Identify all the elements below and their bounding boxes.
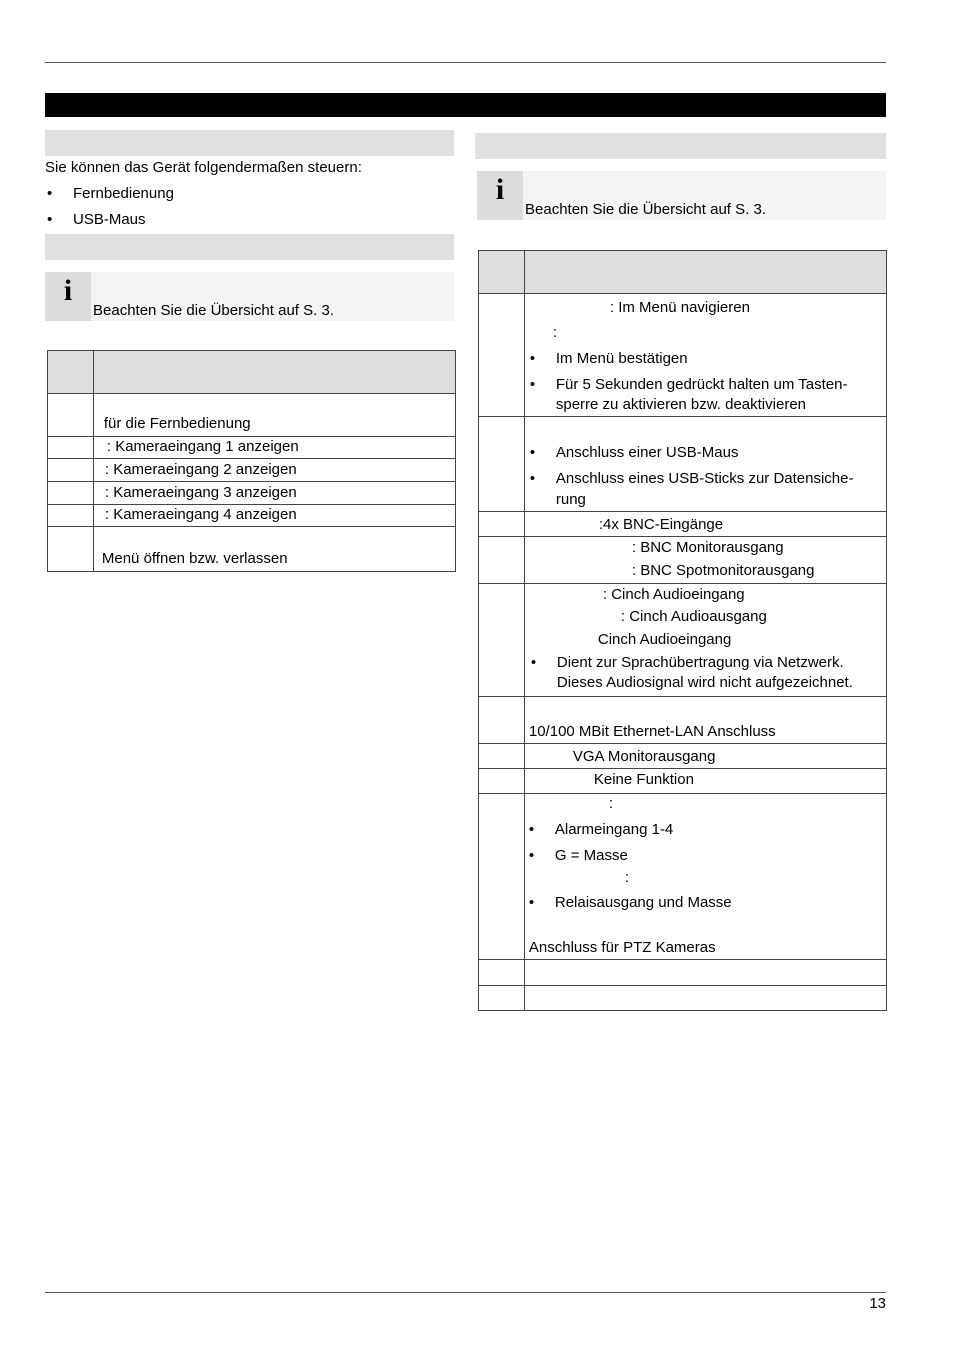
table-row	[48, 482, 456, 505]
table-cell-bullet: • Anschluss einer USB-Maus	[556, 444, 739, 462]
table-cell-text: Keine Funktion	[593, 771, 694, 788]
table-cell-text: Anschluss für PTZ Kameras	[528, 939, 716, 956]
table-cell-text: Menü öffnen bzw. verlassen	[101, 550, 288, 567]
table-row	[48, 437, 456, 459]
table-row	[48, 505, 456, 527]
table-header-cell	[93, 351, 455, 394]
info-note-text: Beachten Sie die Übersicht auf S. 3.	[93, 302, 334, 319]
table-row	[479, 537, 887, 584]
info-icon: i	[45, 272, 91, 321]
table-header-cell	[479, 251, 525, 294]
top-rule	[45, 62, 886, 63]
table-row	[479, 986, 887, 1011]
table-header-cell	[524, 251, 886, 294]
bottom-rule	[45, 1292, 886, 1293]
table-cell-text: : Kameraeingang 2 anzeigen	[104, 461, 297, 478]
table-cell-text: : Kameraeingang 1 anzeigen	[106, 438, 299, 455]
table-cell-bullet: • Im Menü bestätigen	[556, 350, 688, 368]
table-cell-text: für die Fernbedienung	[103, 415, 251, 432]
table-row	[479, 417, 887, 512]
table-row	[479, 294, 887, 417]
table-header-cell	[48, 351, 94, 394]
table-cell-text: :	[608, 795, 614, 812]
table-cell-bullet: • Relaisausgang und Masse	[555, 894, 732, 912]
table-cell-text: : BNC Monitorausgang	[631, 539, 784, 556]
table-cell-text: : Cinch Audioausgang	[620, 608, 767, 625]
info-note-text: Beachten Sie die Übersicht auf S. 3.	[525, 201, 766, 218]
table-cell-text: : Cinch Audioeingang	[602, 586, 745, 603]
table-row	[48, 394, 456, 437]
right-heading-bar	[475, 133, 886, 159]
table-cell-bullet: • Alarmeingang 1-4	[555, 821, 673, 839]
table-cell-text: : BNC Spotmonitorausgang	[631, 562, 815, 579]
table-cell-bullet: • G = Masse	[555, 847, 628, 865]
table-cell-text: :	[552, 324, 558, 341]
info-icon: i	[477, 171, 523, 220]
table-cell-text: 10/100 MBit Ethernet-LAN Anschluss	[528, 723, 776, 740]
table-cell-text: :4x BNC-Eingänge	[598, 516, 724, 533]
table-cell-text: sperre zu aktivieren bzw. deaktivieren	[555, 396, 806, 413]
table-cell-text: Cinch Audioeingang	[597, 631, 732, 648]
table-cell-text: Dieses Audiosignal wird nicht aufgezeichnet.	[556, 674, 853, 691]
right-info-note	[477, 171, 886, 220]
table-row	[479, 584, 887, 697]
table-row	[479, 512, 887, 537]
control-item: • USB-Maus	[73, 211, 146, 229]
table-row	[48, 459, 456, 482]
table-row	[479, 960, 887, 986]
left-table	[47, 350, 456, 572]
table-cell-bullet: • Für 5 Sekunden gedrückt halten um Tasten-	[556, 376, 848, 394]
table-cell-text: : Kameraeingang 4 anzeigen	[104, 506, 297, 523]
control-item: • Fernbedienung	[73, 185, 174, 203]
page-number: 13	[869, 1295, 886, 1312]
intro-text: Sie können das Gerät folgendermaßen steuern:	[45, 159, 362, 176]
table-row	[48, 527, 456, 572]
table-cell-bullet: • Anschluss eines USB-Sticks zur Datensiche-	[556, 470, 854, 488]
table-row	[479, 794, 887, 960]
table-cell-text: VGA Monitorausgang	[572, 748, 716, 765]
table-row	[479, 769, 887, 794]
table-cell-text: :	[624, 869, 630, 886]
table-row	[479, 744, 887, 769]
section-header-bar	[45, 93, 886, 117]
right-table	[478, 250, 887, 1011]
table-cell-text: : Im Menü navigieren	[609, 299, 750, 316]
left-heading-bar	[45, 130, 454, 156]
left-subheading-bar	[45, 234, 454, 260]
table-cell-text: rung	[555, 491, 586, 508]
table-row	[479, 697, 887, 744]
table-cell-bullet: • Dient zur Sprachübertragung via Netzwerk.	[557, 654, 844, 672]
left-info-note	[45, 272, 454, 321]
table-cell-text: : Kameraeingang 3 anzeigen	[104, 484, 297, 501]
